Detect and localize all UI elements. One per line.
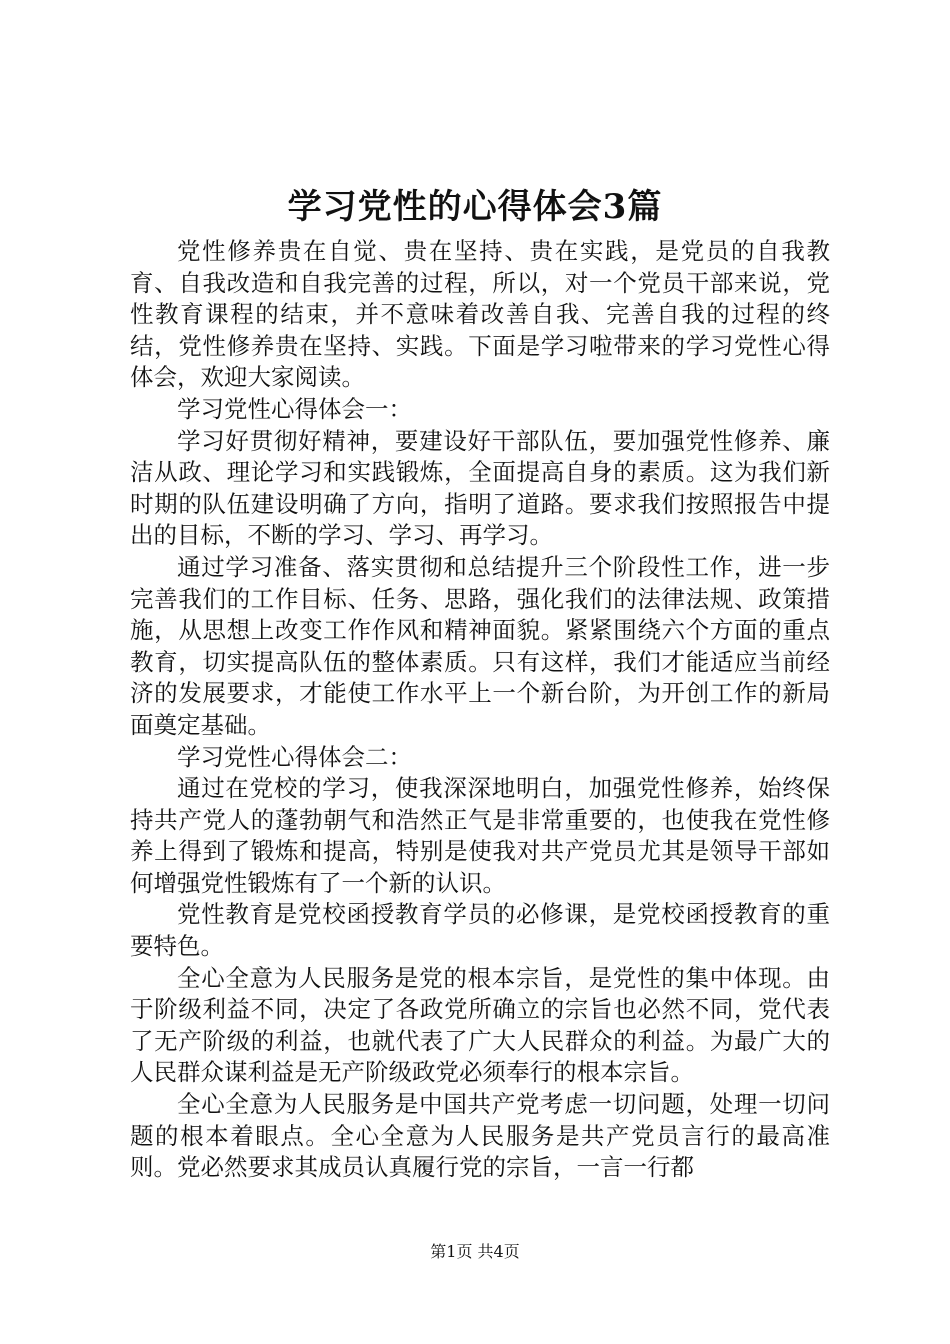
- paragraph-intro: 党性修养贵在自觉、贵在坚持、贵在实践，是党员的自我教育、自我改造和自我完善的过程，所以，对一个党员干部来说，党性教育课程的结束，并不意味着改善自我、完善自我的过程的终结，党性修养贵在坚持、实践。下面是学习啦带来的学习党性心得体会，欢迎大家阅读。: [130, 237, 830, 392]
- page-number-footer: 第1页 共4页: [430, 1242, 520, 1261]
- paragraph: 通过学习准备、落实贯彻和总结提升三个阶段性工作，进一步完善我们的工作目标、任务、思路，强化我们的法律法规、政策措施，从思想上改变工作作风和精神面貌。紧紧围绕六个方面的重点教育，切实提高队伍的整体素质。只有这样，我们才能适应当前经济的发展要求，才能使工作水平上一个新台阶，为开创工作的新局面奠定基础。: [130, 552, 830, 739]
- document-title: 学习党性的心得体会3篇: [287, 187, 663, 227]
- paragraph: 学习好贯彻好精神，要建设好干部队伍，要加强党性修养、廉洁从政、理论学习和实践锻炼，全面提高自身的素质。这为我们新时期的队伍建设明确了方向，指明了道路。要求我们按照报告中提出的目标，不断的学习、学习、再学习。: [130, 426, 830, 550]
- document-body: [130, 236, 830, 1184]
- paragraph: 全心全意为人民服务是中国共产党考虑一切问题，处理一切问题的根本着眼点。全心全意为人民服务是共产党员言行的最高准则。党必然要求其成员认真履行党的宗旨，一言一行都: [130, 1090, 830, 1182]
- paragraph: 通过在党校的学习，使我深深地明白，加强党性修养，始终保持共产党人的蓬勃朝气和浩然正气是非常重要的，也使我在党性修养上得到了锻炼和提高，特别是使我对共产党员尤其是领导干部如何增强党性锻炼有了一个新的认识。: [130, 774, 830, 897]
- paragraph: 党性教育是党校函授教育学员的必修课，是党校函授教育的重要特色。: [130, 900, 830, 961]
- section-heading-1: 学习党性心得体会一：: [177, 394, 412, 423]
- paragraph: 全心全意为人民服务是党的根本宗旨，是党性的集中体现。由于阶级利益不同，决定了各政党所确立的宗旨也必然不同，党代表了无产阶级的利益，也就代表了广大人民群众的利益。为最广大的人民群众谋利益是无产阶级政党必须奉行的根本宗旨。: [130, 963, 830, 1087]
- section-heading-2: 学习党性心得体会二：: [177, 742, 412, 771]
